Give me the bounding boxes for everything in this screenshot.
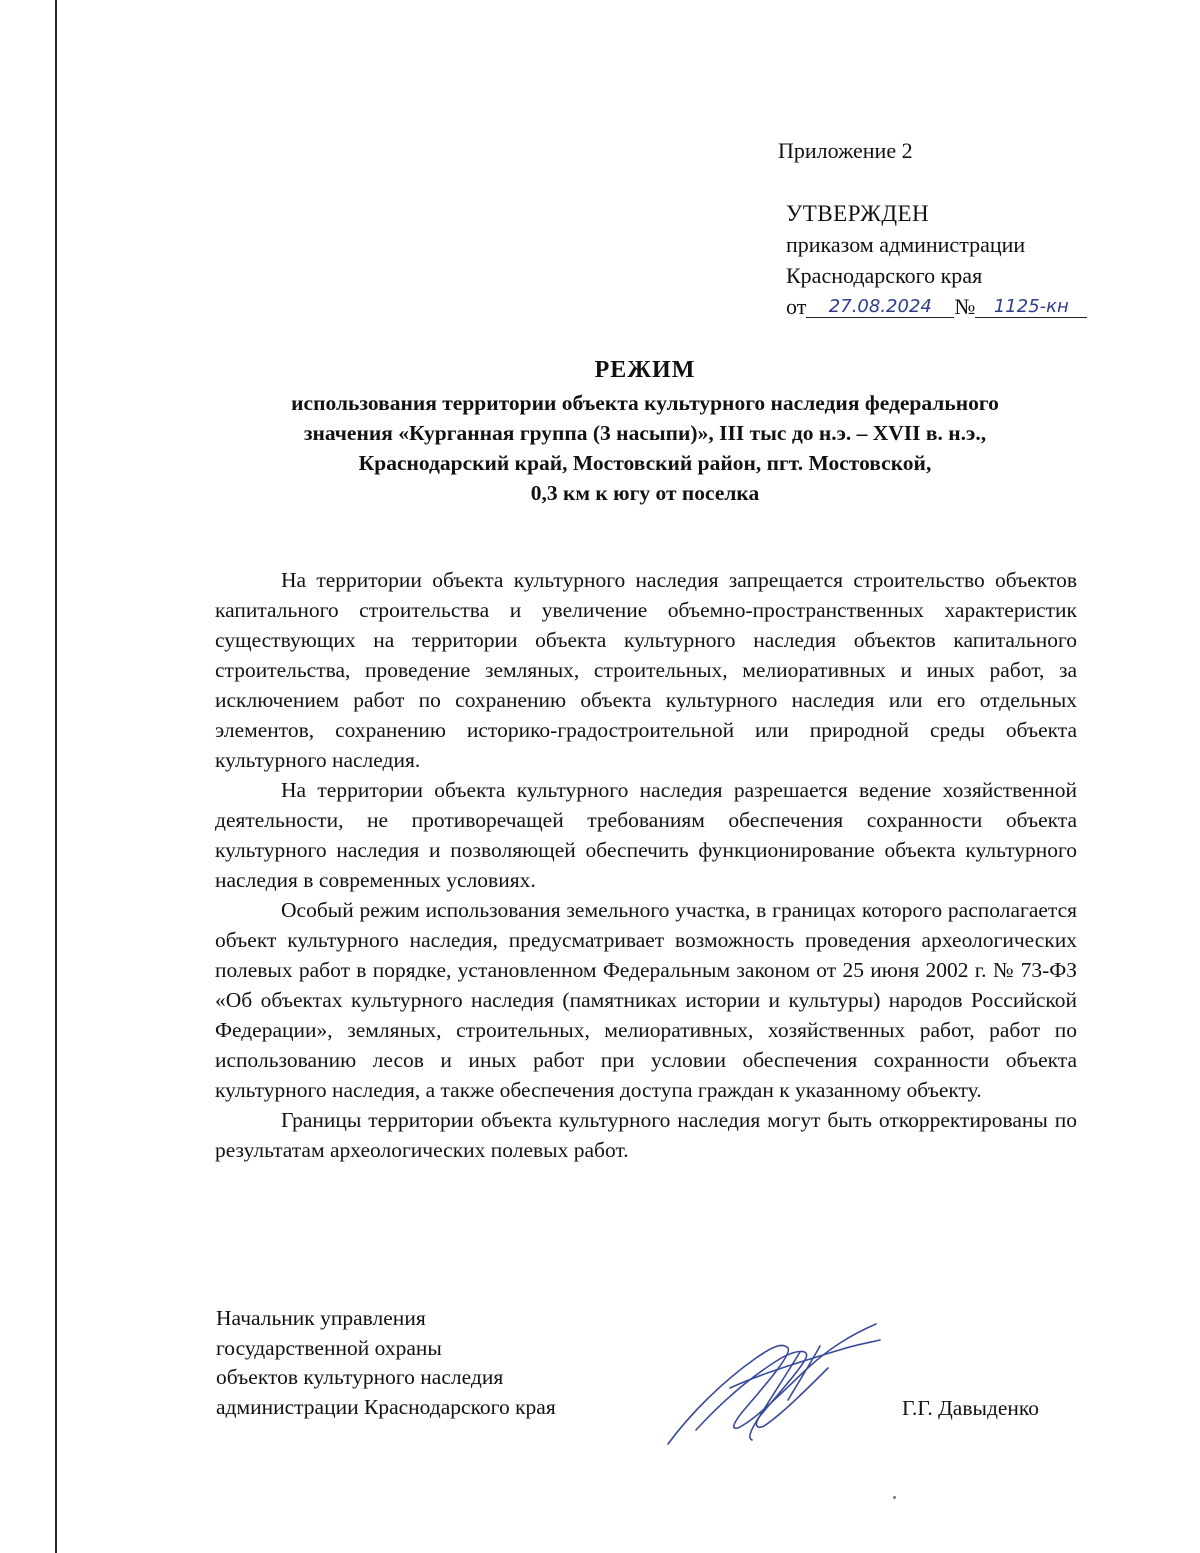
handwritten-order-date: 27.08.2024	[806, 297, 954, 318]
position-line-2: государственной охраны	[216, 1335, 442, 1360]
position-line-1: Начальник управления	[216, 1306, 426, 1330]
page-left-edge-line	[55, 0, 57, 1553]
subtitle-line-2: значения «Курганная группа (3 насыпи)», III тыс до н.э. – XVII в. н.э.,	[303, 421, 987, 445]
document-title-block	[210, 352, 1080, 508]
approved-by-line-2: Краснодарского края	[786, 263, 983, 288]
approved-by-line-1: приказом администрации	[786, 232, 1026, 257]
order-date-number-line	[786, 291, 1087, 322]
subtitle-line-4: 0,3 км к югу от поселка	[530, 481, 760, 505]
approved-label: УТВЕРЖДЕН	[786, 201, 930, 226]
body-paragraph-1: На территории объекта культурного наследия запрещается строительство объектов капитального строительства и увеличение объемно-пространственных характеристик существующих на территории объекта культурного наследия объектов капитального строительства, проведение земляных, строительных, мелиоративных и иных работ, за исключением работ по сохранению объекта культурного наследия или его отдельных элементов, сохранению историко-градостроительной или природной среды объекта культурного наследия.	[215, 568, 1077, 772]
position-line-4: администрации Краснодарского края	[216, 1394, 556, 1419]
body-paragraph-4: Границы территории объекта культурного наследия могут быть откорректированы по результатам археологических полевых работ.	[215, 1108, 1077, 1162]
position-line-3: объектов культурного наследия	[216, 1365, 504, 1389]
subtitle-line-3: Краснодарский край, Мостовский район, пгт. Мостовской,	[358, 451, 932, 475]
handwritten-signature	[660, 1318, 890, 1448]
appendix-label: Приложение 2	[778, 138, 913, 163]
date-prefix: от	[786, 294, 807, 319]
body-paragraph-2: На территории объекта культурного наследия разрешается ведение хозяйственной деятельности, не противоречащей требованиям обеспечения сохранности объекта культурного наследия и позволяющей обеспечить функционирование объекта культурного наследия в современных условиях.	[215, 778, 1077, 892]
signer-name: Г.Г. Давыденко	[902, 1396, 1040, 1420]
document-body	[215, 565, 1077, 1165]
subtitle-line-1: использования территории объекта культурного наследия федерального	[291, 391, 999, 415]
handwritten-order-number: 1125-кн	[975, 297, 1087, 318]
signatory-position-block	[216, 1304, 556, 1422]
approval-block	[786, 198, 1087, 322]
scan-speck	[893, 1496, 896, 1499]
body-paragraph-3: Особый режим использования земельного участка, в границах которого располагается объект культурного наследия, предусматривает возможность проведения археологических полевых работ в порядке, установленном Федеральным законом от 25 июня 2002 г. № 73-ФЗ «Об объектах культурного наследия (памятниках истории и культуры) народов Российской Федерации», земляных, строительных, мелиоративных, хозяйственных работ, работ по использованию лесов и иных работ при условии обеспечения сохранности объекта культурного наследия, а также обеспечения доступа граждан к указанному объекту.	[215, 898, 1077, 1102]
number-prefix: №	[954, 294, 976, 319]
document-title: РЕЖИМ	[594, 357, 696, 383]
